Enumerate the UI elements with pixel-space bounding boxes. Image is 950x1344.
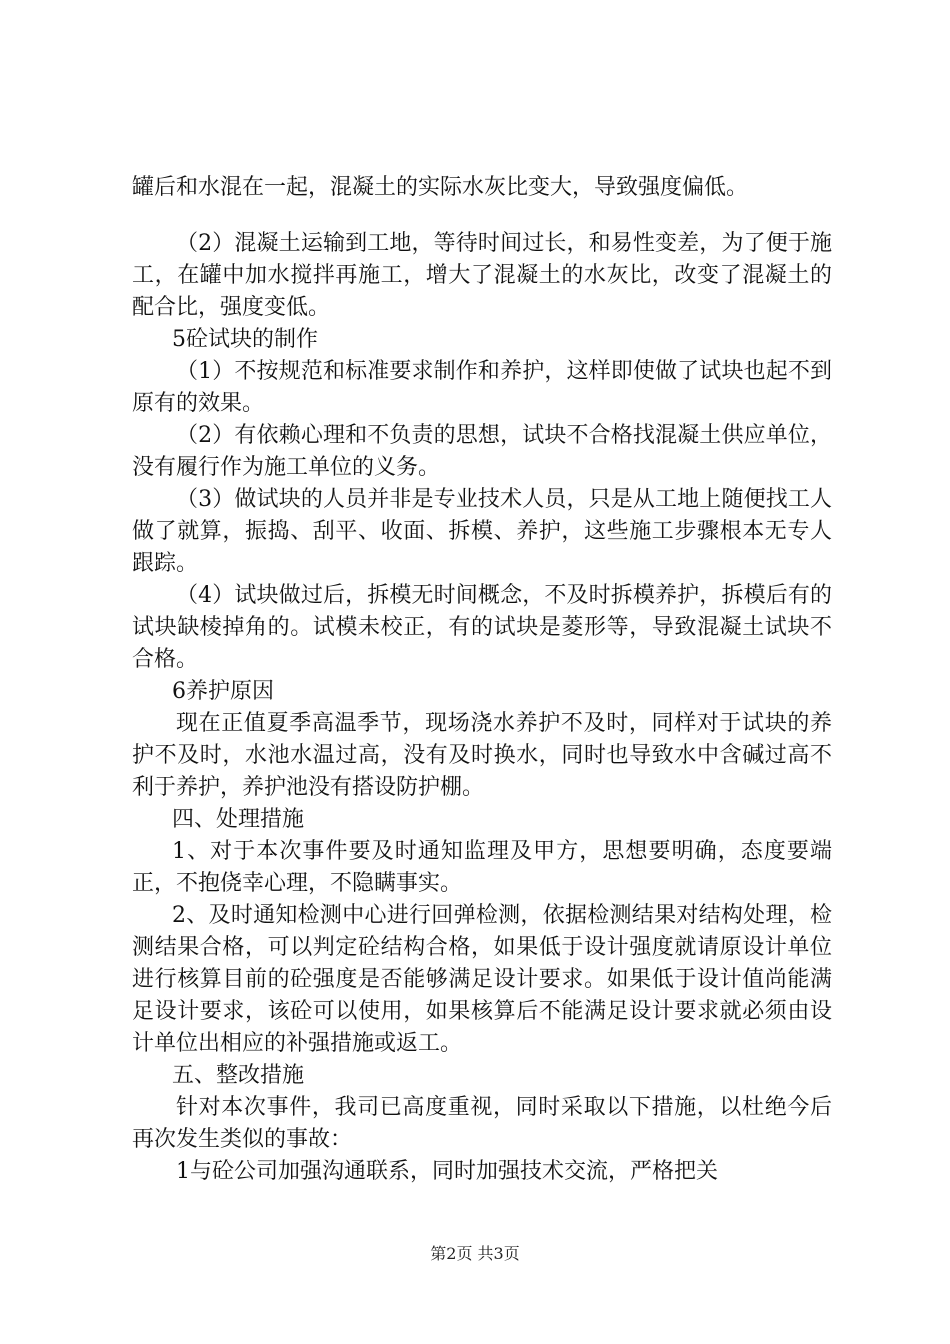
paragraph-item-2-transport: （2）混凝土运输到工地，等待时间过长，和易性变差，为了便于施工，在罐中加水搅拌再施工，增大了混凝土的水灰比，改变了混凝土的配合比，强度变低。 bbox=[132, 231, 832, 320]
document-body bbox=[132, 172, 832, 1188]
paragraph-item-4-specimen: （4）试块做过后，拆模无时间概念，不及时拆模养护，拆模后有的试块缺棱掉角的。试模未校正，有的试块是菱形等，导致混凝土试块不合格。 bbox=[132, 583, 832, 672]
paragraph-measure-1: 1、对于本次事件要及时通知监理及甲方，思想要明确，态度要端正，不抱侥幸心理，不隐瞒事实。 bbox=[132, 839, 832, 896]
section-heading-five: 五、整改措施 bbox=[172, 1063, 305, 1088]
section-heading-four: 四、处理措施 bbox=[172, 807, 305, 832]
paragraph-continuation: 罐后和水混在一起，混凝土的实际水灰比变大，导致强度偏低。 bbox=[132, 175, 749, 200]
section-heading-6: 6养护原因 bbox=[172, 679, 274, 704]
paragraph-rectification-intro: 针对本次事件，我司已高度重视，同时采取以下措施，以杜绝今后再次发生类似的事故： bbox=[132, 1095, 832, 1152]
paragraph-item-2-specimen: （2）有依赖心理和不负责的思想，试块不合格找混凝土供应单位，没有履行作为施工单位的义务。 bbox=[132, 423, 832, 480]
paragraph-item-1-specimen: （1）不按规范和标准要求制作和养护，这样即使做了试块也起不到原有的效果。 bbox=[132, 359, 832, 416]
page-footer: 第2页 共3页 bbox=[430, 1244, 520, 1263]
section-heading-5: 5砼试块的制作 bbox=[172, 327, 318, 352]
paragraph-curing: 现在正值夏季高温季节，现场浇水养护不及时，同样对于试块的养护不及时，水池水温过高，没有及时换水，同时也导致水中含碱过高不利于养护，养护池没有搭设防护棚。 bbox=[132, 711, 832, 800]
paragraph-measure-2: 2、及时通知检测中心进行回弹检测，依据检测结果对结构处理，检测结果合格，可以判定砼结构合格，如果低于设计强度就请原设计单位进行核算目前的砼强度是否能够满足设计要求。如果低于设计值尚能满足设计要求，该砼可以使用，如果核算后不能满足设计要求就必须由设计单位出相应的补强措施或返工。 bbox=[132, 903, 832, 1056]
paragraph-rectification-1: 1与砼公司加强沟通联系，同时加强技术交流，严格把关 bbox=[176, 1159, 718, 1184]
paragraph-item-3-specimen: （3）做试块的人员并非是专业技术人员，只是从工地上随便找工人做了就算，振捣、刮平、收面、拆模、养护，这些施工步骤根本无专人跟踪。 bbox=[132, 487, 832, 576]
